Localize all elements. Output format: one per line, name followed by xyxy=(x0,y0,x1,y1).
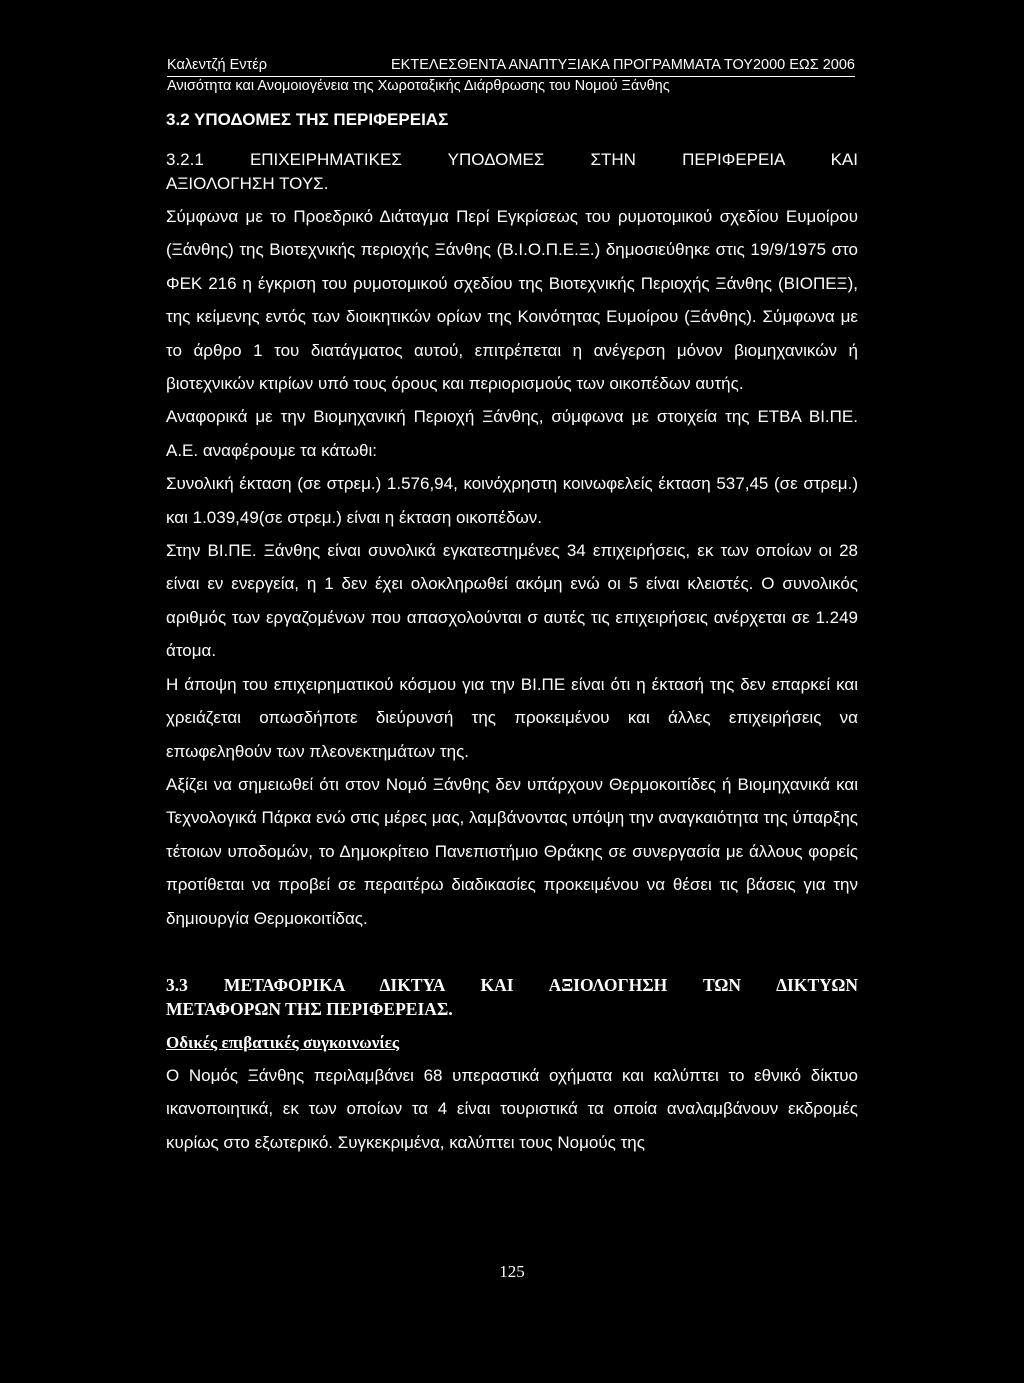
subheading-road-transport: Οδικές επιβατικές συγκοινωνίες xyxy=(166,1032,400,1052)
paragraph-decree: Σύμφωνα με το Προεδρικό Διάταγμα Περί Εγκρίσεως του ρυμοτομικού σχεδίου Ευμοίρου (Ξάνθης) της Βιοτεχνικής περιοχής Ξάνθης (Β.Ι.Ο.Π.Ε.Ξ.) δημοσιεύθηκε στις 19/9/1975 στο ΦΕΚ 216 η έγκριση του ρυμοτομικού σχεδίου της Βιοτεχνικής Περιοχής Ξάνθης (ΒΙΟΠΕΞ), της κείμενης εντός των διοικητικών ορίων της Κοινότητας Ευμοίρου (Ξάνθης). Σύμφωνα με το άρθρο 1 του διατάγματος αυτού, επιτρέπεται η ανέγερση μόνον βιομηχανικών ή βιοτεχνικών κτιρίων υπό τους όρους και περιορισμούς των οικοπέδων αυτής. xyxy=(166,207,858,394)
header-author: Καλεντζή Εντέρ xyxy=(167,57,267,73)
paragraph-area: Συνολική έκταση (σε στρεμ.) 1.576,94, κοινόχρηστη κοινωφελείς έκταση 537,45 (σε στρεμ.) και 1.039,49(σε στρεμ.) είναι η έκταση οικοπέδων. xyxy=(166,474,858,527)
section-heading-3-3-line2: ΜΕΤΑΦΟΡΩΝ ΤΗΣ ΠΕΡΙΦΕΡΕΙΑΣ. xyxy=(166,998,453,1019)
header-subtitle: Ανισότητα και Ανομοιογένεια της Χωροταξικής Διάρθρωσης του Νομού Ξάνθης xyxy=(167,78,670,94)
section-heading-3-3-line1: 3.3 ΜΕΤΑΦΟΡΙΚΑ ΔΙΚΤΥΑ ΚΑΙ ΑΞΙΟΛΟΓΗΣΗ ΤΩΝ ΔΙΚΤΥΩΝ xyxy=(166,974,858,995)
header-top-line xyxy=(167,56,855,77)
header-program: ΕΚΤΕΛΕΣΘΕΝΤΑ ΑΝΑΠΤΥΞΙΑΚΑ ΠΡΟΓΡΑΜΜΑΤΑ ΤΟΥ2000 ΕΩΣ 2006 xyxy=(391,57,855,73)
subsection-heading-line1: 3.2.1 ΕΠΙΧΕΙΡΗΜΑΤΙΚΕΣ ΥΠΟΔΟΜΕΣ ΣΤΗΝ ΠΕΡΙΦΕΡΕΙΑ ΚΑΙ xyxy=(166,150,858,169)
section-heading-3-3 xyxy=(166,973,858,1021)
page-number: 125 xyxy=(499,1262,525,1281)
paragraph-opinion: Η άποψη του επιχειρηματικού κόσμου για την ΒΙ.ΠΕ είναι ότι η έκτασή της δεν επαρκεί και χρειάζεται οπωσδήποτε διεύρυνσή της προκειμένου και άλλες επιχειρήσεις να επωφεληθούν των πλεονεκτημάτων της. xyxy=(166,674,858,761)
paragraph-businesses: Στην ΒΙ.ΠΕ. Ξάνθης είναι συνολικά εγκατεστημένες 34 επιχειρήσεις, εκ των οποίων οι 28 είναι εν ενεργεία, η 1 δεν έχει ολοκληρωθεί ακόμη ενώ οι 5 είναι κλειστές. Ο συνολικός αριθμός των εργαζομένων που απασχολούνται σ αυτές τις επιχειρήσεις ανέρχεται σε 1.249 άτομα. xyxy=(166,541,858,661)
running-header xyxy=(167,56,867,96)
page-content xyxy=(166,108,858,1159)
section-heading-3-2: 3.2 ΥΠΟΔΟΜΕΣ ΤΗΣ ΠΕΡΙΦΕΡΕΙΑΣ xyxy=(166,110,449,129)
paragraph-road-transport: Ο Νομός Ξάνθης περιλαμβάνει 68 υπεραστικά οχήματα και καλύπτει το εθνικό δίκτυο ικανοποιητικά, εκ των οποίων τα 4 είναι τουριστικά τα οποία αναλαμβάνουν εκδρομές κυρίως στο εξωτερικό. Συγκεκριμένα, καλύπτει τους Νομούς της xyxy=(166,1065,858,1152)
subsection-heading-line2: ΑΞΙΟΛΟΓΗΣΗ ΤΟΥΣ. xyxy=(166,174,329,193)
subsection-heading-3-2-1 xyxy=(166,148,858,196)
paragraph-etva: Αναφορικά με την Βιομηχανική Περιοχή Ξάνθης, σύμφωνα με στοιχεία της ΕΤΒΑ ΒΙ.ΠΕ. Α.Ε. αναφέρουμε τα κάτωθι: xyxy=(166,407,858,460)
paragraph-incubators: Αξίζει να σημειωθεί ότι στον Νομό Ξάνθης δεν υπάρχουν Θερμοκοιτίδες ή Βιομηχανικά και Τεχνολογικά Πάρκα ενώ στις μέρες μας, λαμβάνοντας υπόψη την αναγκαιότητα της ύπαρξης τέτοιων υποδομών, το Δημοκρίτειο Πανεπιστήμιο Θράκης σε συνεργασία με άλλους φορείς προτίθεται να προβεί σε περαιτέρω διαδικασίες προκειμένου να θέσει τις βάσεις για την δημιουργία Θερμοκοιτίδας. xyxy=(166,774,858,928)
